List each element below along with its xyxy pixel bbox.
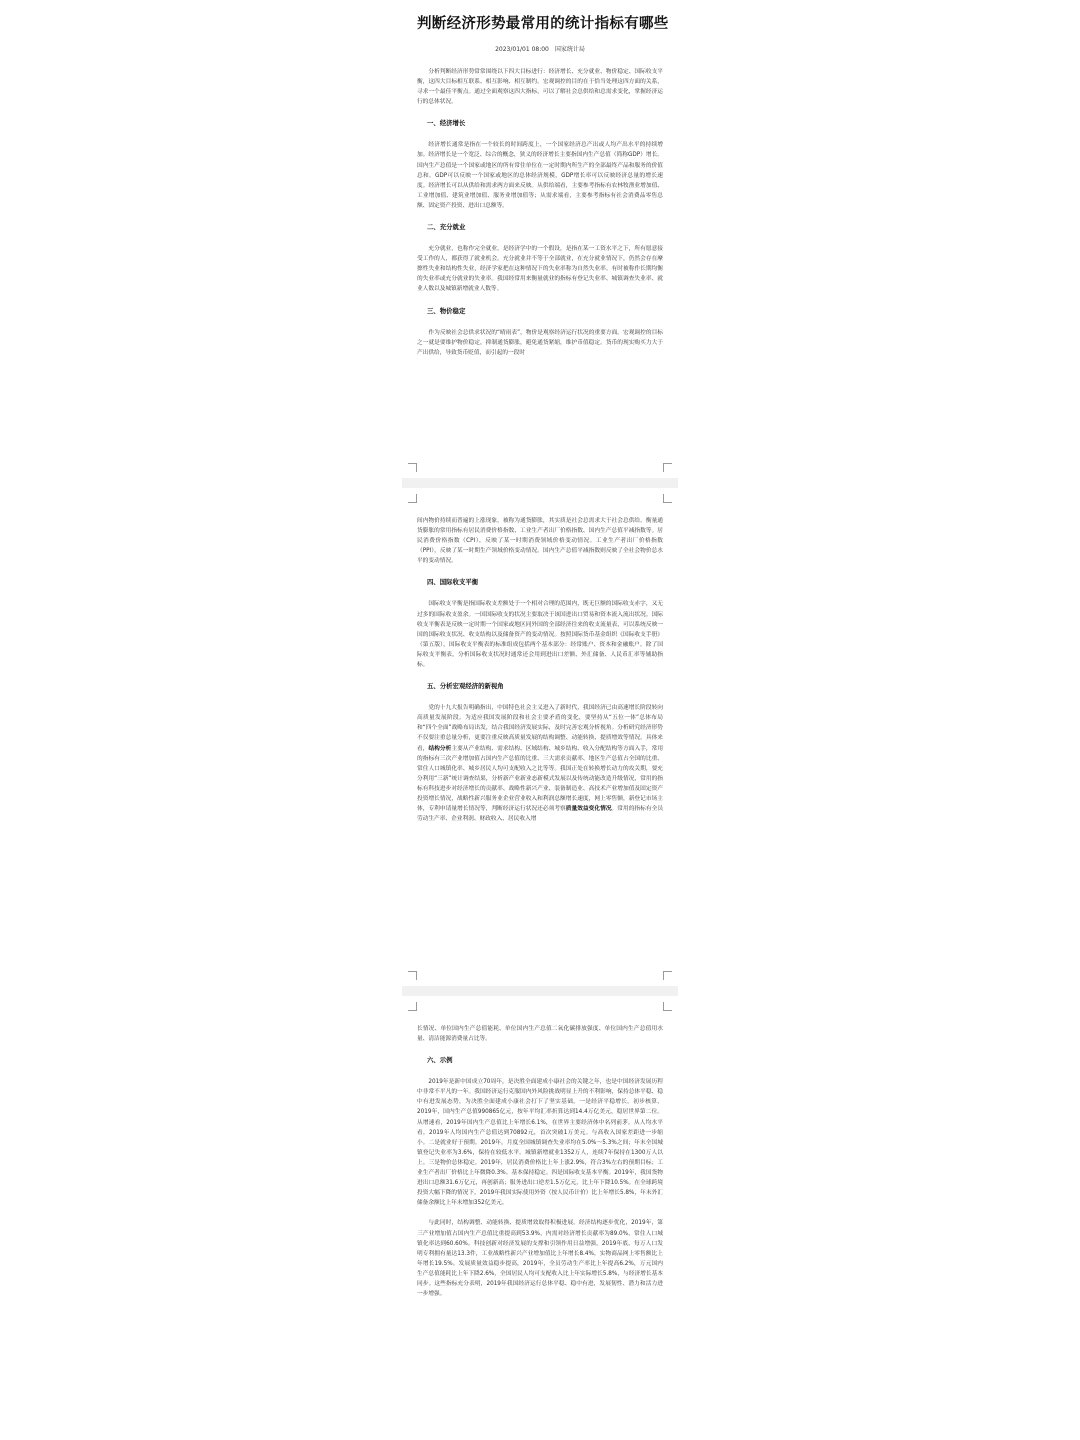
section-3-paragraph: 作为反映社会总供求状况的“晴雨表”，物价是观察经济运行状况的重要方面。宏观调控的目标之一就是要维护物价稳定，抑制通货膨胀，避免通货紧缩，维护币值稳定。货币的现实购买力大于产出供给，导致货币贬值，而引起的一段时 [417, 329, 663, 356]
crop-mark [663, 971, 672, 980]
publish-date: 2023/01/01 08:00 [495, 46, 549, 53]
bold-term: 结构分析 [428, 745, 452, 752]
section-5-text: 。常用的指标有全员劳动生产率、企业利润、财政收入、居民收入增 [417, 806, 664, 823]
section-1-paragraph: 经济增长通常是指在一个较长的时间跨度上，一个国家经济总产出或人均产出水平的持续增加。经济增长是一个宽泛、综合的概念，狭义的经济增长主要指国内生产总值（简称GDP）增长。国内生产总值是一个国家或地区的所有常住单位在一定时期内所生产的全部最终产品和服务的价值总和。GDP可以反映一个国家或地区的总体经济规模，GDP增长率可以反映经济总量的增长速度。经济增长可以从供给和需求两方面来反映。从供给端看，主要参考指标有农林牧渔业增加值、工业增加值、建筑业增加值、服务业增加值等；从需求端看，主要参考指标有社会消费品零售总额、固定资产投资、进出口总额等。 [417, 142, 663, 209]
section-6-paragraph-2: 与此同时，结构调整、动能转换、提质增效取得积极进展。经济结构逐步优化，2019年，第三产业增加值占国内生产总值比重提高到53.9%，内需对经济增长贡献率为89.0%，常住人口城镇化率达到60.60%。科技创新对经济发展的支撑和引领作用日益增强，2019年底，每万人口发明专利拥有量达13.3件，工业战略性新兴产业增加值比上年增长8.4%，实物商品网上零售额比上年增长19.5%。发展质量效益稳步提高，2019年，全员劳动生产率比上年提高6.2%，万元国内生产总值能耗比上年下降2.6%，全国居民人均可支配收入比上年实际增长5.8%，与经济增长基本同步。这些指标充分表明，2019年我国经济运行总体平稳、稳中有进，发展韧性、潜力和活力进一步增强。 [417, 1220, 663, 1298]
page-2 [402, 488, 678, 986]
section-5-text: 主要从产业结构、需求结构、区域结构、城乡结构、收入分配结构等方面入手，常用的指标有三次产业增加值占国内生产总值的比重、三大需求贡献率、地区生产总值占全国的比重、常住人口城镇化率、城乡居民人均可支配收入之比等等。我国正处在转换增长动力的攻关期，要充分利用“三新”统计调查结果，分析新产业新业态新模式发展以及传统动能改造升级情况，常用的指标有科技进步对经济增长的贡献率、战略性新兴产业、装备制造业、高技术产业增加值及固定资产投资增长情况，战略性新兴服务业企业营业收入和利润总额增长速度，网上零售额，新登记市场主体，专利申请量增长情况等，判断经济运行状况还必须考察 [417, 745, 664, 813]
section-heading-1: 一、经济增长 [427, 119, 466, 128]
article-meta [417, 44, 663, 53]
section-heading-5: 五、分析宏观经济的新视角 [427, 682, 504, 691]
section-6-paragraph-1: 2019年是新中国成立70周年，是决胜全面建成小康社会的关键之年，也是中国经济发展历程中非常不平凡的一年。我国经济运行克服国内外风险挑战明显上升的不利影响，保持总体平稳、稳中有进发展态势，为决胜全面建成小康社会打下了坚实基础。一是经济平稳增长。初步核算，2019年，国内生产总值990865亿元，按年平均汇率折算达到14.4万亿美元，稳居世界第二位。从增速看，2019年国内生产总值比上年增长6.1%，在世界主要经济体中名列前茅。从人均水平看，2019年人均国内生产总值达到70892元，首次突破1万美元。与高收入国家差距进一步缩小。二是就业好于预期。2019年，月度全国城镇调查失业率均在5.0%～5.3%之间；年末全国城镇登记失业率为3.6%，保持在较低水平。城镇新增就业1352万人，连续7年保持在1300万人以上。三是物价总体稳定。2019年，居民消费价格比上年上涨2.9%，符合3%左右的预期目标；工业生产者出厂价格比上年微降0.3%。基本保持稳定。四是国际收支基本平衡。2019年，我国货物进出口总额31.6万亿元，再创新高；服务进出口逆差1.5万亿元，比上年下降10.5%。在全球跨境投资大幅下降的情况下，2019年我国实际使用外资（按人民币计价）比上年增长5.8%，年末外汇储备余额比上年末增加352亿美元。 [417, 1079, 663, 1207]
section-heading-4: 四、国际收支平衡 [427, 578, 479, 587]
section-2-paragraph: 充分就业，也称作完全就业，是经济学中的一个假设，是指在某一工资水平之下，所有愿意接受工作的人，都获得了就业机会。充分就业并不等于全部就业，在充分就业情况下，仍然会存在摩擦性失业和结构性失业，经济学家把在这种情况下的失业率称为自然失业率。有时被称作长期均衡的失业率或充分就业的失业率。我国经常用来衡量就业的指标有登记失业率、城镇调查失业率、就业人数以及城镇新增就业人数等。 [417, 246, 663, 293]
bold-term: 质量效益变化情况 [565, 806, 612, 813]
crop-mark [408, 463, 417, 472]
crop-mark [663, 494, 672, 503]
section-3-paragraph-continued: 间内物价持续而普遍的上涨现象，被称为通货膨胀，其实质是社会总需求大于社会总供给。衡量通货膨胀的常用指标有居民消费价格指数、工业生产者出厂价格指数、国内生产总值平减指数等。居民消费价格指数（CPI），反映了某一时期消费领域价格变动情况。工业生产者出厂价格指数（PPI），反映了某一时期生产领域价格变动情况。国内生产总值平减指数则反映了全社会物价总水平的变动情况。 [417, 518, 663, 565]
crop-mark [408, 971, 417, 980]
section-heading-2: 二、充分就业 [427, 223, 466, 232]
section-4-paragraph: 国际收支平衡是指国际收支差额处于一个相对合理的范围内，既无巨额的国际收支赤字，又无过多的国际收支盈余。一国国际收支的状况主要取决于该国进出口贸易和资本流入流出状况。国际收支平衡表是反映一定时期一个国家或地区同外国的全部经济往来的收支流量表，可以系统反映一国的国际收支状况、收支结构以及储备资产的变动情况。按照国际货币基金组织《国际收支手册》（第五版），国际收支平衡表的标准组成包括两个基本部分：经常账户、资本和金融账户。除了国际收支平衡表，分析国际收支状况时通常还会用到进出口差额、外汇储备、人民币汇率等辅助指标。 [417, 601, 663, 669]
crop-mark [408, 494, 417, 503]
page-title: 判断经济形势最常用的统计指标有哪些 [417, 16, 669, 32]
source-label: 国家统计局 [554, 46, 585, 53]
section-5-text: 党的十九大报告明确指出，中国特色社会主义进入了新时代，我国经济已由高速增长阶段转向高质量发展阶段。为适应我国发展阶段和社会主要矛盾的变化，要坚持从“五位一体”总体布局和“四个全面”战略布局出发，结合我国经济发展实际，及时完善宏观分析视角。分析研究经济形势不仅要注重总量分析，更要注重反映高质量发展的结构调整、动能转换、提质增效等情况。具体来看， [417, 705, 663, 752]
crop-mark [663, 463, 672, 472]
page-separator [402, 478, 678, 488]
page-3 [402, 996, 678, 1440]
section-5-paragraph-continued: 长情况、单位国内生产总值能耗、单位国内生产总值二氧化碳排放强度、单位国内生产总值用水量、清洁能源消费量占比等。 [417, 1026, 663, 1043]
intro-paragraph: 分析判断经济形势常常围绕以下四大目标进行：经济增长、充分就业、物价稳定、国际收支平衡，这四大目标相互联系、相互影响、相互制约。宏观调控的目的在于恰当处理这四方面的关系，寻求一个最佳平衡点。通过全面观察这四大指标，可以了解社会总供给和总需求变化，掌握经济运行的总体状况。 [417, 69, 663, 106]
page-separator [402, 986, 678, 996]
crop-mark [408, 1002, 417, 1011]
crop-mark [663, 1002, 672, 1011]
section-heading-6: 六、示例 [427, 1056, 453, 1065]
section-5-paragraph [417, 703, 663, 824]
section-heading-3: 三、物价稳定 [427, 306, 466, 315]
page-1 [402, 0, 678, 478]
